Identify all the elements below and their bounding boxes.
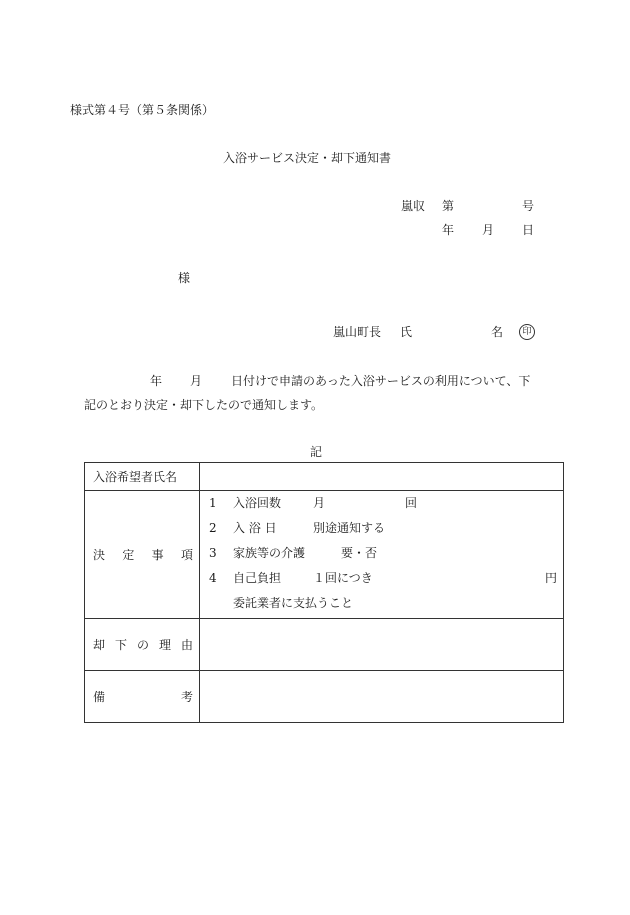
body-year: 年 — [150, 374, 163, 388]
decision-table — [84, 462, 564, 723]
remarks-value — [200, 671, 564, 723]
table-row-remarks — [85, 671, 564, 723]
reject-value — [200, 619, 564, 671]
date-day: 日 — [522, 223, 535, 237]
item-2-value: 別途通知する — [313, 521, 386, 535]
body-line2: 記のとおり決定・却下したので通知します。 — [84, 398, 324, 412]
addressee-sama: 様 — [178, 271, 191, 285]
item-3-num: 3 — [209, 546, 217, 560]
form-number: 様式第４号（第５条関係） — [70, 103, 215, 117]
ref-prefix: 嵐収 — [401, 199, 426, 213]
item-3-label: 家族等の介護 — [233, 546, 306, 560]
applicant-label: 入浴希望者氏名 — [85, 463, 200, 491]
decision-items — [200, 491, 564, 619]
item-1-month: 月 — [313, 496, 326, 510]
item-4-label: 自己負担 — [233, 571, 282, 585]
sender-office: 嵐山町長 — [333, 325, 382, 339]
ref-dai: 第 — [442, 199, 455, 213]
item-2-num: 2 — [209, 521, 217, 535]
body-line1: 日付けで申請のあった入浴サービスの利用について、下 — [231, 374, 531, 388]
item-2-label: 入 浴 日 — [233, 521, 277, 535]
item-4-num: 4 — [209, 571, 217, 585]
item-4-per-time: １回につき — [313, 571, 373, 585]
item-4-note: 委託業者に支払うこと — [233, 596, 354, 610]
date-year: 年 — [442, 223, 455, 237]
table-row-reject — [85, 619, 564, 671]
body-month: 月 — [190, 374, 203, 388]
sender-mei: 名 — [491, 325, 504, 339]
seal-stamp: 印 — [519, 324, 535, 340]
date-month: 月 — [482, 223, 495, 237]
reject-label: 却 下 の 理 由 — [85, 619, 200, 671]
sender-shi: 氏 — [400, 325, 413, 339]
item-4-yen: 円 — [545, 571, 558, 585]
ki-heading: 記 — [310, 445, 323, 459]
remarks-label: 備 考 — [85, 671, 200, 723]
ref-go: 号 — [522, 199, 535, 213]
item-1-num: 1 — [209, 496, 217, 510]
table-row-applicant — [85, 463, 564, 491]
item-1-label: 入浴回数 — [233, 496, 282, 510]
document-title: 入浴サービス決定・却下通知書 — [223, 151, 392, 165]
decision-label: 決 定 事 項 — [85, 491, 200, 619]
item-1-times: 回 — [405, 496, 418, 510]
table-row-decision — [85, 491, 564, 619]
item-3-value: 要・否 — [341, 546, 378, 560]
applicant-value — [200, 463, 564, 491]
